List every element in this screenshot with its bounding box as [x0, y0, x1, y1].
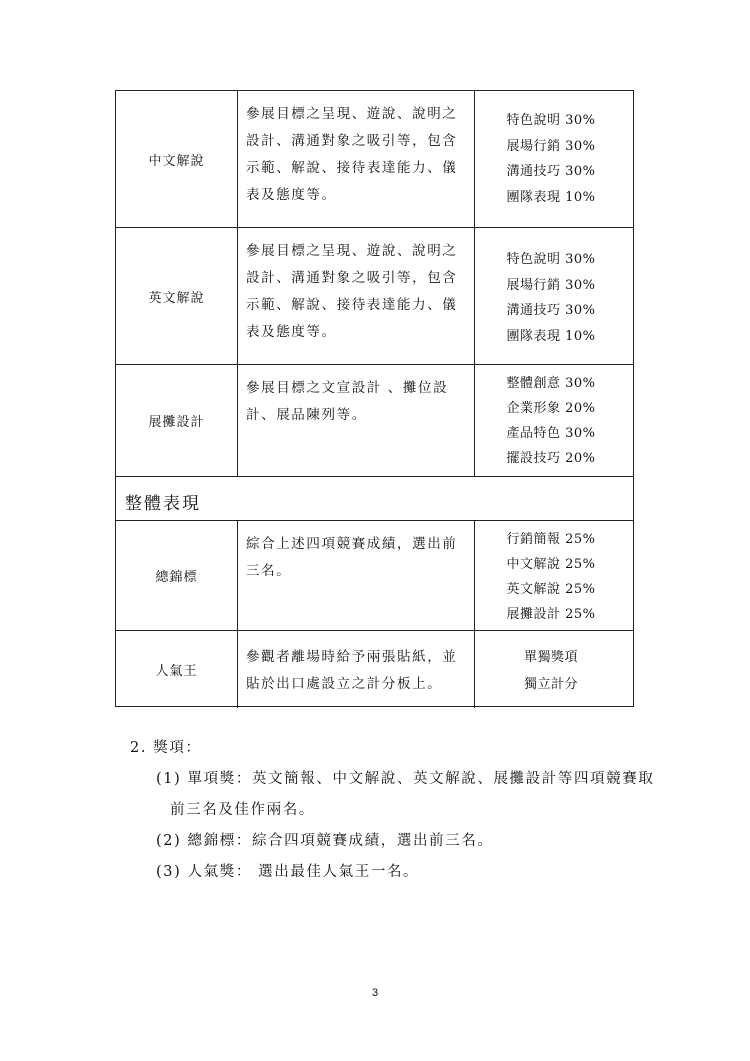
category-criteria: 特色說明 30% 展場行銷 30% 溝通技巧 30% 團隊表現 10% — [506, 113, 596, 205]
category-description: 參展目標之呈現、遊說、說明之設計、溝通對象之吸引等，包含示範、解說、接待表達能力、儀表及態度等。 — [238, 228, 475, 364]
table-row — [116, 365, 633, 477]
award-item-continuation: 前三名及佳作兩名。 — [170, 802, 315, 818]
table-row — [116, 91, 633, 228]
judging-criteria-table — [115, 90, 634, 707]
category-description: 參展目標之文宣設計 、攤位設計、展品陳列等。 — [238, 365, 475, 476]
section-title: 整體表現 — [125, 494, 201, 514]
award-item: (1) 單項獎：英文簡報、中文解說、英文解說、展攤設計等四項競賽取 — [156, 771, 655, 787]
category-criteria: 行銷簡報 25% 中文解說 25% 英文解說 25% 展攤設計 25% — [506, 532, 596, 622]
award-item: (2) 總錦標：綜合四項競賽成績，選出前三名。 — [156, 833, 494, 849]
category-criteria: 單獨獎項 獨立計分 — [523, 650, 578, 692]
table-row — [116, 521, 633, 631]
category-criteria: 整體創意 30% 企業形象 20% 產品特色 30% 擺設技巧 20% — [506, 376, 596, 466]
category-name: 英文解說 — [116, 228, 238, 364]
category-name: 中文解說 — [116, 91, 238, 227]
category-criteria: 特色說明 30% 展場行銷 30% 溝通技巧 30% 團隊表現 10% — [506, 252, 596, 344]
table-row — [116, 228, 633, 365]
category-description: 綜合上述四項競賽成績，選出前三名。 — [238, 521, 475, 630]
category-description: 參展目標之呈現、遊說、說明之設計、溝通對象之吸引等，包含示範、解說、接待表達能力、儀表及態度等。 — [238, 91, 475, 227]
page-number: 3 — [371, 987, 379, 999]
awards-section — [130, 733, 654, 888]
awards-heading: 2. 獎項： — [130, 740, 202, 756]
category-name: 總錦標 — [116, 521, 238, 630]
category-name: 展攤設計 — [116, 365, 238, 476]
category-description: 參觀者離場時給予兩張貼紙，並貼於出口處設立之計分板上。 — [238, 631, 475, 708]
award-item: (3) 人氣獎： 選出最佳人氣王一名。 — [156, 864, 420, 880]
table-row — [116, 631, 633, 708]
section-header-row — [116, 477, 633, 521]
category-name: 人氣王 — [116, 631, 238, 708]
